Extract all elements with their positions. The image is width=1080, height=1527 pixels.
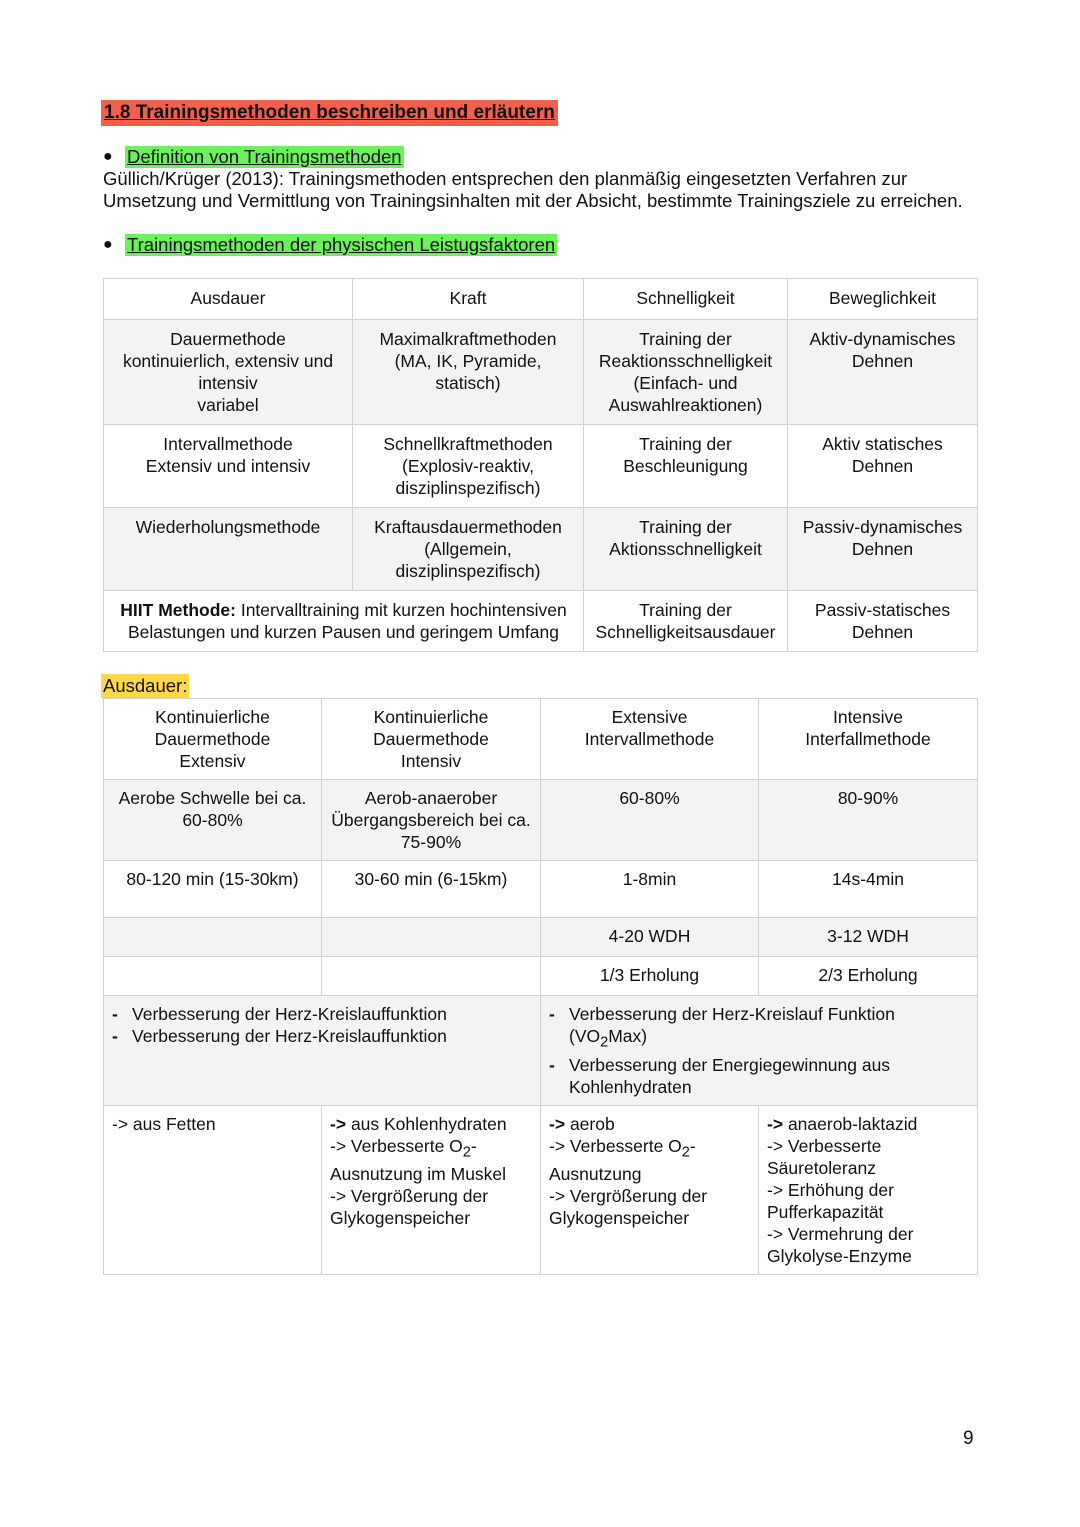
table-cell: 1/3 Erholung — [541, 957, 759, 996]
table-cell: Kraftausdauermethoden (Allgemein, disziplinspezifisch) — [353, 508, 584, 591]
energy-head: anaerob-laktazid — [787, 1113, 918, 1134]
energy-cell — [322, 1105, 541, 1274]
table-cell: Wiederholungsmethode — [104, 508, 353, 591]
table-cell: Aktiv statisches Dehnen — [788, 425, 978, 508]
energy-line — [330, 1113, 532, 1135]
table-cell: Passiv-dynamisches Dehnen — [788, 508, 978, 591]
energy-line — [330, 1135, 532, 1186]
subscript: 2 — [600, 1034, 609, 1051]
header-cell: Kraft — [353, 279, 584, 320]
table-row — [104, 425, 978, 508]
table-row-energy — [104, 1105, 978, 1274]
list-item: - Verbesserung der Energiegewinnung aus Kohlenhydraten — [549, 1054, 969, 1098]
header-cell: Kontinuierliche Dauermethode Intensiv — [322, 699, 541, 780]
effects-left-list — [112, 1003, 532, 1047]
table-cell: 4-20 WDH — [541, 918, 759, 957]
endurance-heading-wrap — [103, 674, 977, 698]
table-cell: 1-8min — [541, 861, 759, 918]
list-item-text: Verbesserung der Herz-Kreislauf Funktion (VO — [569, 1004, 895, 1046]
table-cell: Passiv-statisches Dehnen — [788, 591, 978, 652]
arrow-bold: -> — [549, 1113, 566, 1134]
document-page — [103, 100, 977, 1275]
hiit-label: HIIT Methode: — [120, 600, 236, 620]
hiit-text: Intervalltraining mit kurzen hochintensiven Belastungen und kurzen Pausen und geringem Umfang — [128, 600, 567, 642]
header-cell: Intensive Interfallmethode — [759, 699, 978, 780]
subscript: 2 — [462, 1144, 471, 1160]
table-row-duration — [104, 861, 978, 918]
energy-line: -> Vermehrung der Glykolyse-Enzyme — [767, 1223, 914, 1266]
energy-line: -> Vergrößerung der Glykogenspeicher — [549, 1186, 708, 1228]
energy-cell — [541, 1105, 759, 1274]
energy-text: -> Verbesserte O — [330, 1135, 463, 1156]
table-cell: 80-120 min (15-30km) — [104, 861, 322, 918]
energy-head: aerob — [569, 1113, 615, 1134]
energy-line: -> Vergrößerung der Glykogenspeicher — [330, 1186, 489, 1228]
energy-text: -> Verbesserte O — [549, 1135, 682, 1156]
hiit-cell — [104, 591, 584, 652]
energy-line — [549, 1113, 750, 1135]
definition-text: Güllich/Krüger (2013): Trainingsmethoden entsprechen den planmäßig eingesetzten Verfahren zur Umsetzung und Vermittlung von Trainingsinhalten mit der Absicht, bestimmte Trainingsziele zu erreichen. — [103, 168, 963, 211]
table-cell: 60-80% — [541, 780, 759, 861]
table-header-row — [104, 279, 978, 320]
table-cell-empty — [322, 957, 541, 996]
table-cell: Training der Beschleunigung — [584, 425, 788, 508]
definition-heading: Definition von Trainingsmethoden — [127, 146, 402, 167]
table-cell-empty — [104, 957, 322, 996]
list-item-text: Max) — [608, 1026, 648, 1046]
list-item: - Verbesserung der Herz-Kreislauffunktion — [112, 1003, 532, 1025]
arrow-bold: -> — [767, 1113, 784, 1134]
header-cell: Extensive Intervallmethode — [541, 699, 759, 780]
table-row — [104, 508, 978, 591]
effects-left-cell — [104, 996, 541, 1106]
effects-right-list — [549, 1003, 969, 1098]
energy-line — [767, 1113, 969, 1135]
bullet-icon: ● — [103, 148, 113, 165]
list-item — [549, 1003, 969, 1054]
table-row-effects — [104, 996, 978, 1106]
table-cell-empty — [322, 918, 541, 957]
effects-right-cell — [541, 996, 978, 1106]
physical-heading: Trainingsmethoden der physischen Leistugsfaktoren — [127, 234, 556, 255]
table-cell: Aerobe Schwelle bei ca. 60-80% — [104, 780, 322, 861]
page-number: 9 — [963, 1428, 974, 1449]
energy-text: -Ausnutzung — [549, 1135, 696, 1184]
table-cell: Aktiv-dynamisches Dehnen — [788, 320, 978, 425]
table-cell: 30-60 min (6-15km) — [322, 861, 541, 918]
table-cell: 2/3 Erholung — [759, 957, 978, 996]
energy-head: aus Kohlenhydraten — [350, 1113, 507, 1134]
table-header-row — [104, 699, 978, 780]
energy-cell — [759, 1105, 978, 1274]
table-cell: Training der Aktionsschnelligkeit — [584, 508, 788, 591]
table-cell: Training der Schnelligkeitsausdauer — [584, 591, 788, 652]
table-cell: 80-90% — [759, 780, 978, 861]
header-cell: Schnelligkeit — [584, 279, 788, 320]
header-cell: Beweglichkeit — [788, 279, 978, 320]
energy-line — [549, 1135, 750, 1186]
bullet-icon: ● — [103, 236, 113, 253]
table-row-intensity — [104, 780, 978, 861]
header-cell: Ausdauer — [104, 279, 353, 320]
arrow-bold: -> — [330, 1113, 347, 1134]
table-row-rest — [104, 957, 978, 996]
table-cell: Maximalkraftmethoden (MA, IK, Pyramide, statisch) — [353, 320, 584, 425]
energy-cell: -> aus Fetten — [104, 1105, 322, 1274]
table-row-reps — [104, 918, 978, 957]
physical-methods-table — [103, 278, 978, 652]
table-row — [104, 591, 978, 652]
section-title: 1.8 Trainingsmethoden beschreiben und erläutern — [101, 100, 558, 126]
list-item: - Verbesserung der Herz-Kreislauffunktion — [112, 1025, 532, 1047]
table-cell: Intervallmethode Extensiv und intensiv — [104, 425, 353, 508]
energy-text: -Ausnutzung im Muskel — [330, 1135, 507, 1184]
table-cell: Schnellkraftmethoden (Explosiv-reaktiv, disziplinspezifisch) — [353, 425, 584, 508]
subscript: 2 — [681, 1144, 690, 1160]
energy-line: -> Erhöhung der Pufferkapazität — [767, 1179, 894, 1222]
table-cell: Aerob-anaerober Übergangsbereich bei ca. 75-90% — [322, 780, 541, 861]
header-cell: Kontinuierliche Dauermethode Extensiv — [104, 699, 322, 780]
table-cell: 14s-4min — [759, 861, 978, 918]
bullet-definition — [103, 146, 977, 168]
table-cell-empty — [104, 918, 322, 957]
table-row — [104, 320, 978, 425]
table-cell: Training der Reaktionsschnelligkeit (Einfach- und Auswahlreaktionen) — [584, 320, 788, 425]
endurance-methods-table — [103, 698, 978, 1275]
table-cell: Dauermethode kontinuierlich, extensiv und intensiv variabel — [104, 320, 353, 425]
energy-line: -> Verbesserte Säuretoleranz — [767, 1135, 882, 1178]
bullet-physical — [103, 234, 977, 256]
table-cell: 3-12 WDH — [759, 918, 978, 957]
endurance-heading: Ausdauer: — [103, 675, 188, 696]
